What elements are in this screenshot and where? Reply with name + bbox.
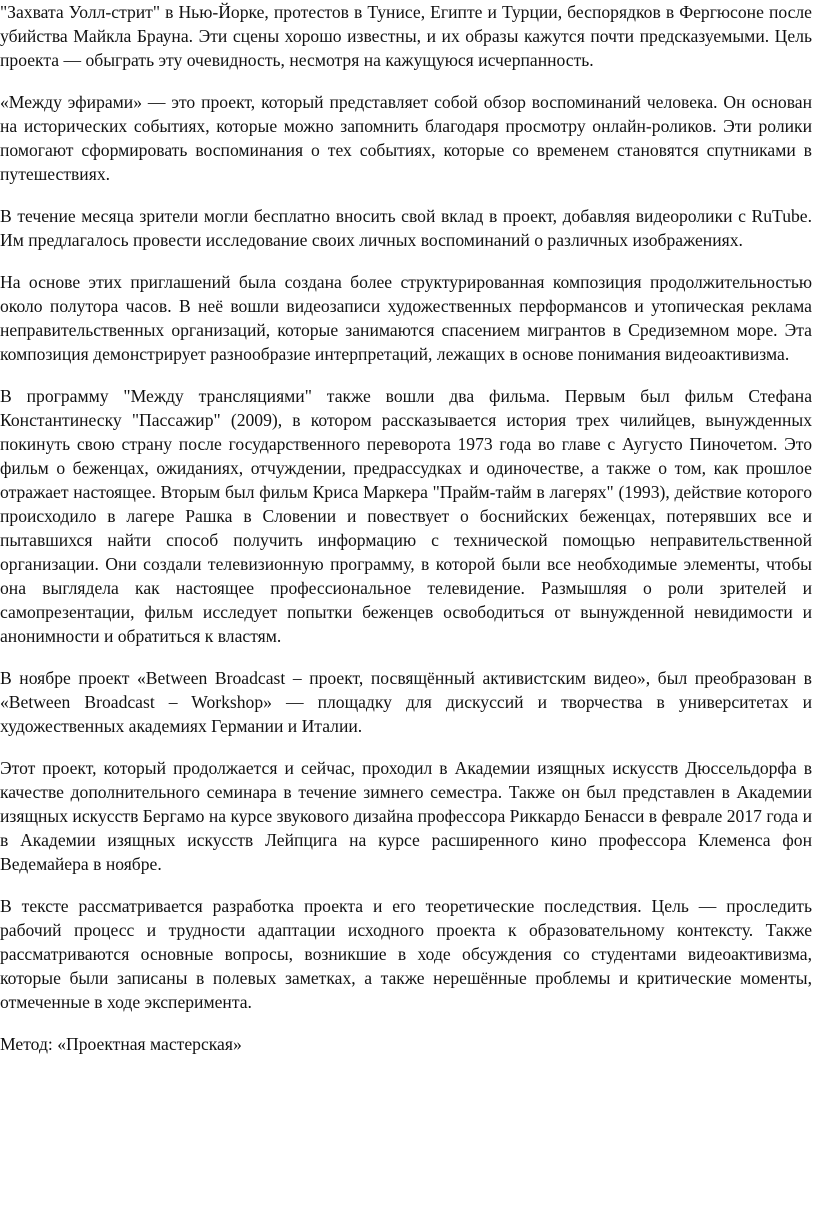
- paragraph-between-broadcasts-intro: «Между эфирами» — это проект, который представляет собой обзор воспоминаний человека. Он основан на исторических событиях, которые можно запомнить благодаря просмотру онлайн-роликов. Эти ролики помогают сформировать воспоминания о тех событиях, которые со временем становятся спутниками в путешествиях.: [0, 92, 812, 184]
- paragraph-academies: Этот проект, который продолжается и сейчас, проходил в Академии изящных искусств Дюссельдорфа в качестве дополнительного семинара в течение зимнего семестра. Также он был представлен в Академии изящных искусств Бергамо на курсе звукового дизайна профессора Риккардо Бенасси в феврале 2017 года и в Академии изящных искусств Лейпцига на курсе расширенного кино профессора Клеменса фон Ведемайера в ноябре.: [0, 758, 812, 874]
- paragraph-viewer-contributions: В течение месяца зрители могли бесплатно вносить свой вклад в проект, добавляя видеоролики с RuTube. Им предлагалось провести исследование своих личных воспоминаний о различных изображениях.: [0, 206, 812, 250]
- paragraph-protests: "Захвата Уолл-стрит" в Нью-Йорке, протестов в Тунисе, Египте и Турции, беспорядков в Фергюсоне после убийства Майкла Брауна. Эти сцены хорошо известны, и их образы кажутся почти предсказуемыми. Цель проекта — обыграть эту очевидность, несмотря на кажущуюся исчерпанность.: [0, 2, 812, 70]
- paragraph-method: Метод: «Проектная мастерская»: [0, 1034, 242, 1054]
- paragraph-text-overview: В тексте рассматривается разработка проекта и его теоретические последствия. Цель — проследить рабочий процесс и трудности адаптации исходного проекта к образовательному контексту. Также рассматриваются основные вопросы, возникшие в ходе обсуждения со студентами видеоактивизма, которые были записаны в полевых заметках, а также нерешённые проблемы и критические моменты, отмеченные в ходе эксперимента.: [0, 896, 812, 1012]
- paragraph-workshop: В ноябре проект «Between Broadcast – проект, посвящённый активистским видео», был преобразован в «Between Broadcast – Workshop» — площадку для дискуссий и творчества в университетах и художественных академиях Германии и Италии.: [0, 668, 812, 736]
- paragraph-films: В программу "Между трансляциями" также вошли два фильма. Первым был фильм Стефана Константинеску "Пассажир" (2009), в котором рассказывается история трех чилийцев, вынужденных покинуть свою страну после государственного переворота 1973 года во главе с Аугусто Пиночетом. Это фильм о беженцах, ожиданиях, отчуждении, предрассудках и одиночестве, а также о том, как прошлое отражает настоящее. Вторым был фильм Криса Маркера "Прайм-тайм в лагерях" (1993), действие которого происходило в лагере Рашка в Словении и повествует о боснийских беженцах, потерявших все и пытавшихся найти способ получить информацию с технической помощью неправительственной организации. Они создали телевизионную программу, в которой были все необходимые элементы, чтобы она выглядела как настоящее профессиональное телевидение. Размышляя о роли зрителей и самопрезентации, фильм исследует попытки беженцев освободиться от вынужденной невидимости и анонимности и обратиться к властям.: [0, 386, 812, 646]
- paragraph-composition: На основе этих приглашений была создана более структурированная композиция продолжительностью около полутора часов. В неё вошли видеозаписи художественных перформансов и утопическая реклама неправительственных организаций, которые занимаются спасением мигрантов в Средиземном море. Эта композиция демонстрирует разнообразие интерпретаций, лежащих в основе понимания видеоактивизма.: [0, 272, 812, 364]
